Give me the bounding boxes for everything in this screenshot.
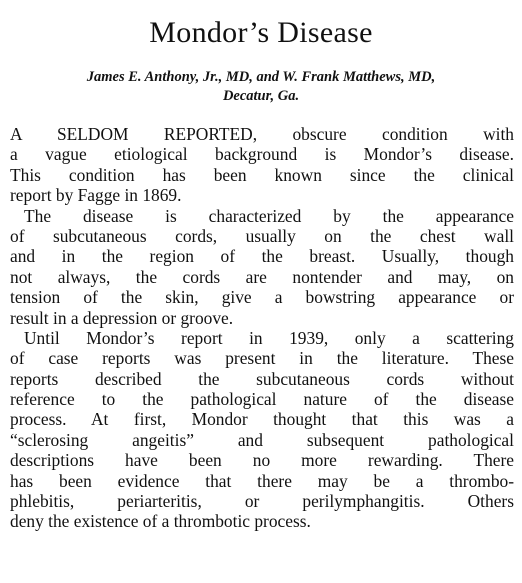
author-byline [20,68,502,106]
text-line: This condition has been known since the clinical [10,164,514,185]
text-line: of subcutaneous cords, usually on the chest wall [10,225,514,246]
article-title: Mondor’s Disease [149,16,373,49]
author-names: James E. Anthony, Jr., MD, and W. Frank Matthews, MD, [86,69,436,85]
paragraph [10,206,514,328]
text-line: and in the region of the breast. Usually, though [10,246,514,267]
author-location: Decatur, Ga. [222,88,300,104]
text-line: process. At first, Mondor thought that this was a [10,409,514,430]
text-line: tension of the skin, give a bowstring appearance or [10,287,514,308]
text-line: A SELDOM REPORTED, obscure condition with [10,124,514,144]
text-line: reports described the subcutaneous cords without [10,368,514,389]
text-line: Until Mondor’s report in 1939, only a scattering [24,327,514,348]
text-line: not always, the cords are nontender and may, on [10,266,514,287]
paragraph [10,328,514,532]
text-line: reference to the pathological nature of the disease [10,389,514,410]
text-line: descriptions have been no more rewarding. There [10,450,514,471]
article-body [10,124,514,532]
text-line: of case reports was present in the literature. These [10,348,514,369]
text-line: result in a depression or groove. [10,307,234,328]
text-line: report by Fagge in 1869. [10,185,182,206]
text-line: has been evidence that there may be a thrombo- [10,470,514,491]
paragraph [10,124,514,206]
text-line: The disease is characterized by the appearance [24,205,514,226]
text-line: a vague etiological background is Mondor’s disease. [10,144,514,165]
text-line: phlebitis, periarteritis, or perilymphangitis. Others [10,491,514,512]
text-line: deny the existence of a thrombotic process. [10,511,311,532]
text-line: “sclerosing angeitis” and subsequent pathological [10,429,514,450]
